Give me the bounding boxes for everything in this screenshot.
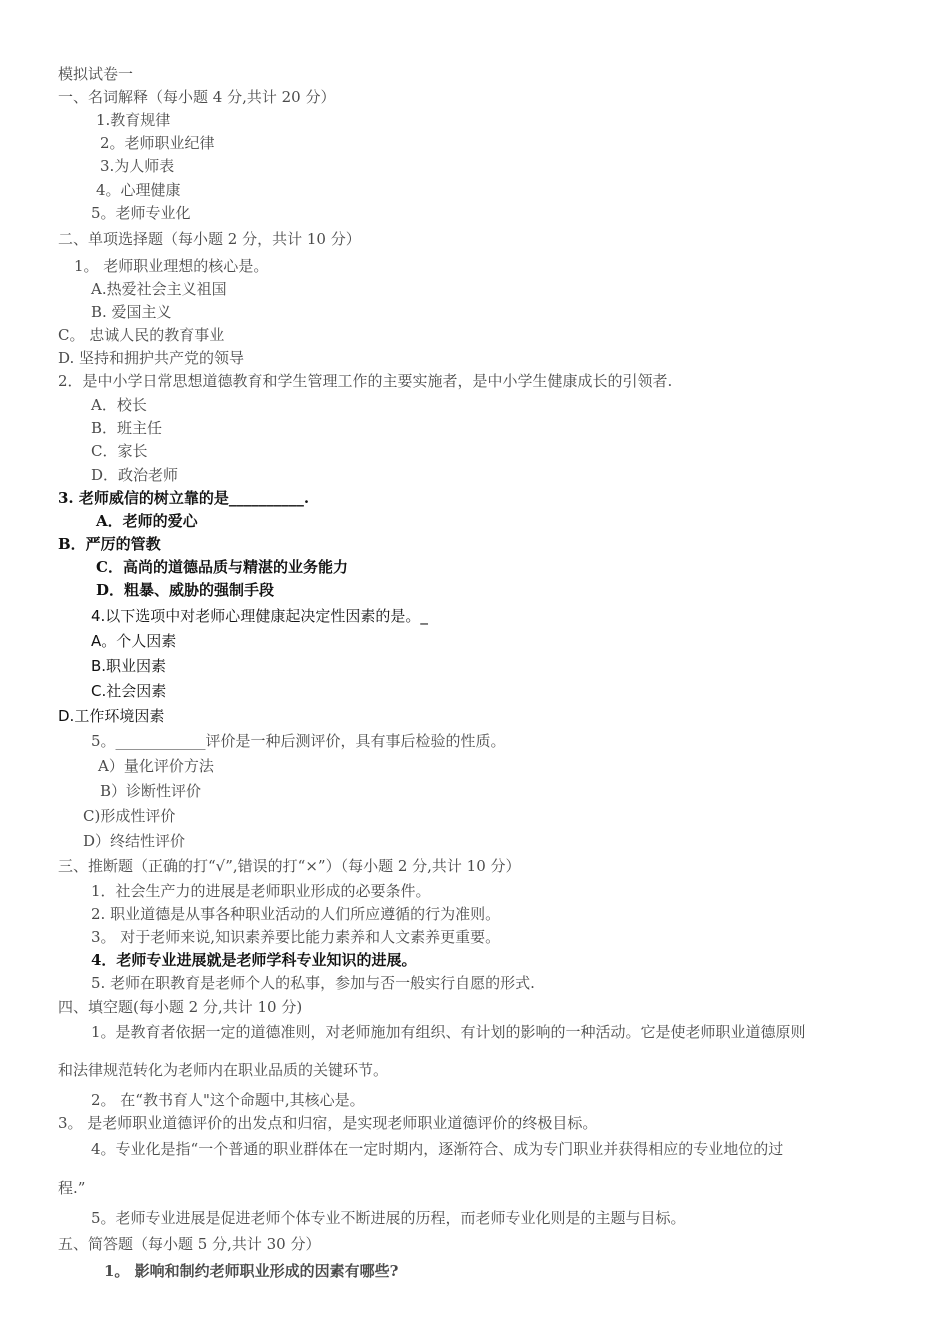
s2-q5-option-a: A）量化评价方法 <box>98 757 214 775</box>
section-4-heading: 四、填空题(每小题 2 分,共计 10 分) <box>58 998 303 1016</box>
s2-q1-stem: 1。 老师职业理想的核心是。 <box>74 257 269 275</box>
s1-item-2: 2。老师职业纪律 <box>100 134 215 152</box>
s2-q1-option-b: B. 爱国主义 <box>91 303 172 321</box>
s3-item-2: 2. 职业道德是从事各种职业活动的人们所应遵循的行为准则。 <box>91 905 501 923</box>
s2-q2-option-c: C．家长 <box>91 442 148 460</box>
s1-item-3: 3.为人师表 <box>100 157 175 175</box>
s3-item-1: 1．社会生产力的进展是老师职业形成的必要条件。 <box>91 882 431 900</box>
s1-item-4: 4。心理健康 <box>96 181 181 199</box>
section-3-heading: 三、推断题（正确的打“√”,错误的打“×”）（每小题 2 分,共计 10 分） <box>58 857 521 875</box>
s4-q2: 2。 在“教书育人"这个命题中,其核心是。 <box>91 1091 365 1109</box>
s2-q5-stem: 5。____________评价是一种后测评价，具有事后检验的性质。 <box>91 732 506 750</box>
s2-q3-option-d: D．粗暴、威胁的强制手段 <box>96 581 275 599</box>
section-2-heading: 二、单项选择题（每小题 2 分，共计 10 分） <box>58 230 361 248</box>
s1-item-1: 1.教育规律 <box>96 111 171 129</box>
s3-item-5: 5. 老师在职教育是老师个人的私事，参加与否一般实行自愿的形式. <box>91 974 535 992</box>
s2-q3-option-b: B．严厉的管教 <box>58 535 161 553</box>
s2-q1-option-d: D. 坚持和拥护共产党的领导 <box>58 349 245 367</box>
s2-q1-option-a: A.热爱社会主义祖国 <box>91 280 227 298</box>
s2-q4-option-c: C.社会因素 <box>91 682 167 700</box>
s2-q2-stem: 2．是中小学日常思想道德教育和学生管理工作的主要实施者，是中小学生健康成长的引领者. <box>58 372 673 390</box>
s5-q1: 1。 影响和制约老师职业形成的因素有哪些? <box>104 1262 399 1280</box>
s2-q1-option-c: C。 忠诚人民的教育事业 <box>58 326 225 344</box>
s3-item-4: 4．老师专业进展就是老师学科专业知识的进展。 <box>91 951 417 969</box>
s2-q4-option-d: D.工作环境因素 <box>58 707 165 725</box>
s4-q1-line-2: 和法律规范转化为老师内在职业品质的关键环节。 <box>58 1061 389 1079</box>
s4-q1-line-1: 1。是教育者依据一定的道德准则，对老师施加有组织、有计划的影响的一种活动。它是使老师职业道德原则 <box>91 1023 806 1041</box>
s2-q4-option-b: B.职业因素 <box>91 657 167 675</box>
s4-q3: 3。 是老师职业道德评价的出发点和归宿，是实现老师职业道德评价的终极目标。 <box>58 1114 598 1132</box>
s2-q5-option-c: C)形成性评价 <box>83 807 176 825</box>
document-title: 模拟试卷一 <box>58 65 134 83</box>
s2-q5-option-b: B）诊断性评价 <box>100 782 202 800</box>
s2-q3-option-c: C．高尚的道德品质与精湛的业务能力 <box>96 558 348 576</box>
s2-q5-option-d: D）终结性评价 <box>83 832 186 850</box>
s4-q4-line-1: 4。专业化是指“一个普通的职业群体在一定时期内，逐渐符合、成为专门职业并获得相应的专业地位的过 <box>91 1140 784 1158</box>
s4-q4-line-2: 程.” <box>58 1179 86 1197</box>
s2-q4-stem: 4.以下选项中对老师心理健康起决定性因素的是。_ <box>91 607 428 625</box>
s1-item-5: 5。老师专业化 <box>91 204 191 222</box>
s2-q4-option-a: A。个人因素 <box>91 632 177 650</box>
section-1-heading: 一、名词解释（每小题 4 分,共计 20 分） <box>58 88 336 106</box>
s3-item-3: 3。 对于老师来说,知识素养要比能力素养和人文素养更重要。 <box>91 928 501 946</box>
s2-q2-option-a: A．校长 <box>91 396 147 414</box>
section-5-heading: 五、简答题（每小题 5 分,共计 30 分） <box>58 1235 321 1253</box>
s2-q2-option-b: B．班主任 <box>91 419 163 437</box>
s2-q3-stem: 3. 老师威信的树立靠的是__________. <box>58 489 310 507</box>
s2-q2-option-d: D．政治老师 <box>91 466 179 484</box>
s2-q3-option-a: A．老师的爱心 <box>96 512 198 530</box>
s4-q5: 5。老师专业进展是促进老师个体专业不断进展的历程，而老师专业化则是的主题与目标。 <box>91 1209 686 1227</box>
